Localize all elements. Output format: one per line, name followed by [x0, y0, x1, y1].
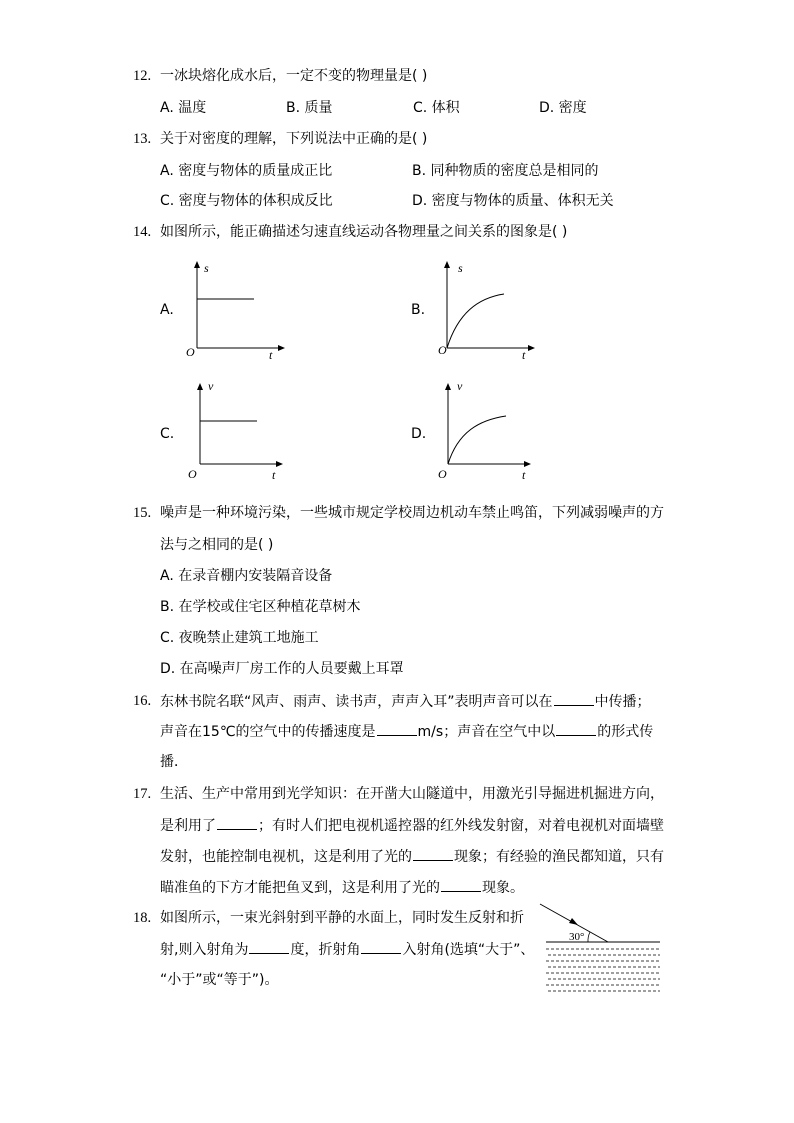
q16-line3: 播． [160, 754, 188, 770]
q14-option-d[interactable]: D. [411, 426, 427, 442]
q18-line2-text-c: 入射角(选填“大于”、 [402, 942, 535, 958]
graph-d-origin: O [438, 467, 447, 481]
q15-option-c[interactable]: C. 夜晚禁止建筑工地施工 [160, 630, 319, 646]
q12-option-b[interactable]: B. 质量 [286, 100, 333, 116]
q18-line2 [160, 939, 534, 960]
graph-b-xlabel: t [522, 348, 526, 362]
q17-line3-text-a: 发射，也能控制电视机，这是利用了光的 [160, 849, 412, 865]
graph-c-origin: O [188, 467, 197, 481]
q16-blank-1[interactable] [554, 691, 594, 706]
graph-a-ylabel: s [204, 261, 209, 275]
graph-a-origin: O [186, 345, 195, 359]
graph-b-ylabel: s [458, 261, 463, 275]
q12-option-a[interactable]: A. 温度 [160, 100, 207, 116]
light-ray-diagram [538, 898, 664, 998]
q16-line1 [160, 691, 651, 712]
graph-c-xlabel: t [272, 468, 276, 482]
q16-blank-2[interactable] [377, 721, 417, 736]
graph-d-ylabel: v [457, 380, 463, 393]
q17-line4-text-a: 瞄准鱼的下方才能把鱼叉到，这是利用了光的 [160, 880, 440, 896]
q14-option-a[interactable]: A. [160, 302, 174, 318]
q12-option-d[interactable]: D. 密度 [539, 100, 587, 116]
graph-a-xlabel: t [269, 348, 273, 362]
q17-line1: 生活、生产中常用到光学知识：在开凿大山隧道中，用激光引导掘进机掘进方向， [160, 786, 664, 802]
q17-line2 [160, 815, 664, 836]
q16-line2-text-c: 的形式传 [597, 724, 654, 740]
q18-line3: “小于”或“等于”)。 [160, 972, 279, 988]
water-hatching [546, 949, 660, 991]
graph-b [430, 258, 540, 364]
q16-line1-text-b: 中传播； [594, 694, 651, 710]
q16-blank-3[interactable] [556, 721, 596, 736]
graph-d-xlabel: t [522, 468, 526, 482]
q15-option-a[interactable]: A. 在录音棚内安装隔音设备 [160, 568, 333, 584]
q17-number: 17. [133, 786, 152, 802]
q16-line2-text-b: m/s；声音在空气中以 [417, 724, 556, 740]
q13-option-c[interactable]: C. 密度与物体的体积成反比 [160, 193, 333, 209]
q18-line1: 如图所示，一束光斜射到平静的水面上，同时发生反射和折 [160, 910, 524, 926]
q18-blank-1[interactable] [249, 939, 289, 954]
q15-option-b[interactable]: B. 在学校或住宅区种植花草树木 [160, 599, 361, 615]
q17-blank-1[interactable] [217, 815, 257, 830]
q13-stem: 关于对密度的理解，下列说法中正确的是( ) [160, 131, 428, 147]
graph-c [183, 380, 293, 486]
q15-stem-line2: 法与之相同的是( ) [160, 537, 274, 553]
q12-option-c[interactable]: C. 体积 [413, 100, 460, 116]
q12-number: 12. [133, 68, 152, 84]
q15-stem-line1: 噪声是一种环境污染，一些城市规定学校周边机动车禁止鸣笛，下列减弱噪声的方 [160, 505, 664, 521]
graph-a [180, 258, 290, 364]
q17-line2-text-a: 是利用了 [160, 818, 216, 834]
q13-option-a[interactable]: A. 密度与物体的质量成正比 [160, 163, 333, 179]
q16-line2-text-a: 声音在15℃的空气中的传播速度是 [160, 724, 376, 740]
angle-label: 30° [569, 931, 585, 943]
q17-line3-text-b: 现象；有经验的渔民都知道，只有 [454, 849, 664, 865]
q14-stem: 如图所示，能正确描述匀速直线运动各物理量之间关系的图象是( ) [160, 224, 568, 240]
q14-number: 14. [133, 224, 152, 240]
ray-arrow-icon [569, 918, 578, 925]
q17-blank-2[interactable] [413, 846, 453, 861]
graph-c-ylabel: v [208, 380, 214, 393]
q17-blank-3[interactable] [441, 877, 481, 892]
graph-b-origin: O [438, 343, 447, 357]
q18-line2-text-b: 度，折射角 [290, 942, 361, 958]
q13-number: 13. [133, 131, 152, 147]
graph-d [431, 380, 541, 486]
q15-option-d[interactable]: D. 在高噪声厂房工作的人员要戴上耳罩 [160, 661, 404, 677]
q12-stem: 一冰块熔化成水后，一定不变的物理量是( ) [160, 68, 428, 84]
q17-line3 [160, 846, 664, 867]
graph-b-curve [447, 294, 504, 348]
q17-line4 [160, 877, 524, 898]
q14-option-b[interactable]: B. [411, 302, 426, 318]
q14-option-c[interactable]: C. [160, 426, 175, 442]
graph-d-curve [448, 416, 506, 464]
q17-line2-text-b: ；有时人们把电视机遥控器的红外线发射窗，对着电视机对面墙壁 [258, 818, 664, 834]
q13-option-b[interactable]: B. 同种物质的密度总是相同的 [412, 163, 599, 179]
q13-option-d[interactable]: D. 密度与物体的质量、体积无关 [412, 193, 614, 209]
q18-line2-text-a: 射,则入射角为 [160, 942, 249, 958]
q16-line1-text-a: 东林书院名联“风声、雨声、读书声，声声入耳”表明声音可以在 [160, 694, 553, 710]
q15-number: 15. [133, 505, 152, 521]
q16-line2 [160, 721, 653, 742]
q16-number: 16. [133, 693, 152, 709]
q17-line4-text-b: 现象。 [482, 880, 524, 896]
q18-blank-2[interactable] [361, 939, 401, 954]
q18-number: 18. [133, 910, 152, 926]
